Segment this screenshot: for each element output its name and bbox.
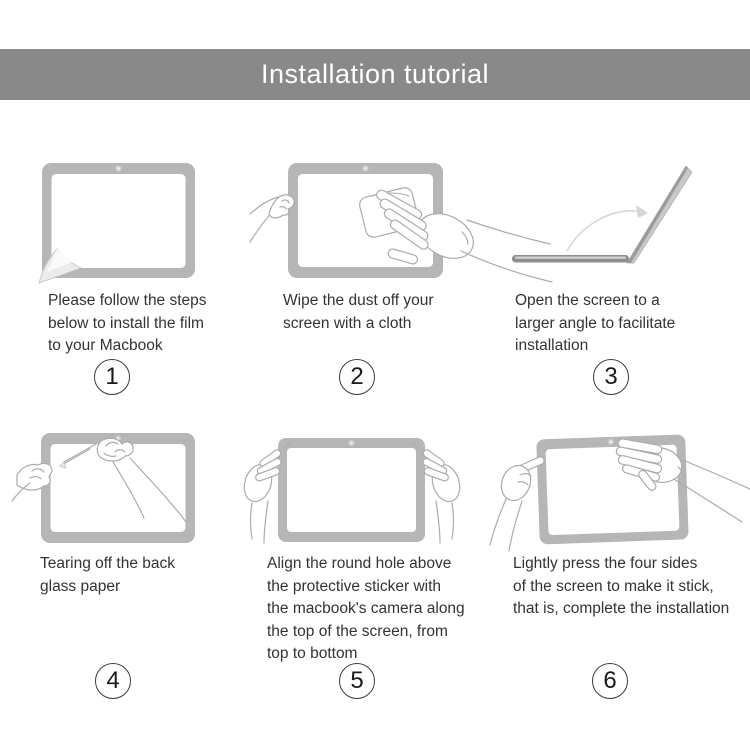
left-hand-icon	[490, 456, 545, 551]
title-banner	[0, 49, 750, 100]
step-5	[250, 425, 490, 725]
step-6-number-badge: 6	[592, 663, 628, 699]
step-3-illustration	[490, 150, 735, 300]
laptop-base	[512, 255, 629, 263]
arm-line	[680, 459, 750, 490]
step-3-number-badge: 3	[593, 359, 629, 395]
laptop-side-view-icon	[512, 166, 692, 263]
arm-line	[490, 499, 506, 545]
left-hand-icon	[250, 195, 294, 242]
arm-line	[264, 501, 268, 543]
step-2-number-badge: 2	[339, 359, 375, 395]
step-6	[490, 425, 748, 725]
arm-line	[452, 503, 454, 539]
arm-line	[436, 501, 440, 543]
step-1-description: Please follow the steps below to install the film to your Macbook	[48, 292, 207, 354]
page-title: Installation tutorial	[260, 59, 490, 89]
step-1	[20, 150, 250, 412]
step-4	[20, 425, 250, 725]
step-2	[250, 150, 490, 412]
step-6-description: Lightly press the four sides of the screen to make it stick, that is, complete the installation	[513, 555, 730, 617]
step-3	[490, 150, 745, 412]
step-4-number-badge: 4	[95, 663, 131, 699]
arm-line	[251, 503, 253, 539]
step-5-number-badge: 5	[339, 663, 375, 699]
macbook-screen-icon	[278, 438, 425, 542]
step-3-description: Open the screen to a larger angle to facilitate installation	[515, 292, 676, 354]
step-2-description: Wipe the dust off your screen with a cloth	[283, 292, 434, 332]
step-5-description: Align the round hole above the protective sticker with the macbook's camera along the top of the screen, from top to bottom	[267, 555, 465, 662]
step-4-description: Tearing off the back glass paper	[40, 555, 175, 595]
step-1-illustration	[20, 150, 250, 290]
step-1-number-badge: 1	[94, 359, 130, 395]
arm-line	[509, 501, 522, 551]
open-direction-arrow-icon	[567, 205, 648, 251]
